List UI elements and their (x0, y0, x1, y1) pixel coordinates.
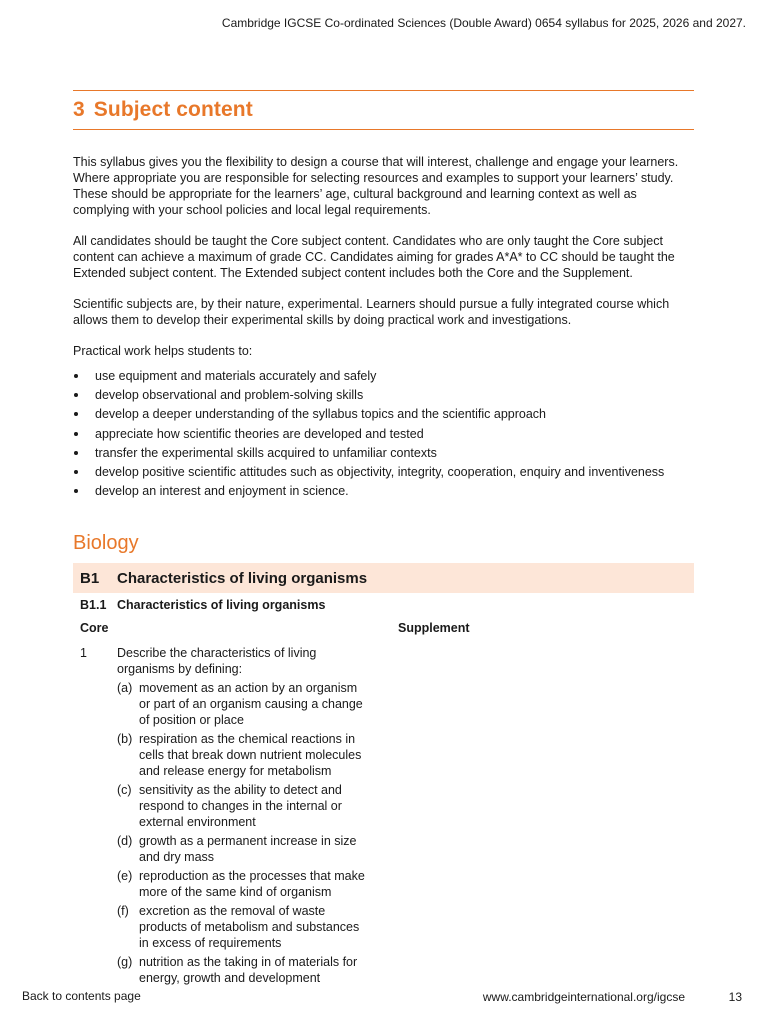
subitem-text: excretion as the removal of waste products of metabolism and substances in excess of requirements (139, 904, 360, 950)
intro-paragraph-4: Practical work helps students to: (73, 344, 253, 358)
topic-code: B1 (80, 569, 100, 587)
list-item (117, 782, 380, 830)
chapter-title (73, 98, 253, 122)
list-item: use equipment and materials accurately and safely (73, 368, 694, 384)
list-item: develop a deeper understanding of the syllabus topics and the scientific approach (73, 406, 694, 422)
subitem-label: (e) (117, 869, 133, 883)
list-item (117, 868, 380, 900)
subtopic-title: Characteristics of living organisms (117, 598, 326, 612)
website-link[interactable]: www.cambridgeinternational.org/igcse (482, 990, 685, 1004)
subitem-text: nutrition as the taking in of materials for energy, growth and development (139, 955, 358, 985)
list-item (117, 833, 380, 865)
back-to-contents-link[interactable]: Back to contents page (22, 989, 141, 1003)
chapter-number: 3 (73, 98, 85, 121)
chapter-title-text: Subject content (93, 98, 253, 121)
subitem-label: (c) (117, 783, 132, 797)
intro-paragraph-1: This syllabus gives you the flexibility to design a course that will interest, challenge and engage your learners. Where appropriate you are responsible for selecting resources and examples to support your learners’ study. These should be appropriate for the learners’ age, cultural background and learning context as well as complying with your school policies and local legal requirements. (73, 155, 679, 217)
list-item: develop an interest and enjoyment in science. (73, 483, 694, 499)
core-item (80, 645, 380, 989)
subtopic-heading (73, 598, 694, 612)
list-item (117, 954, 380, 986)
subitem-text: sensitivity as the ability to detect and respond to changes in the internal or external environment (139, 783, 342, 829)
subitem-label: (g) (117, 955, 133, 969)
list-item (117, 903, 380, 951)
subitem-text: reproduction as the processes that make more of the same kind of organism (139, 869, 365, 899)
core-item-stem: Describe the characteristics of living organisms by defining: (117, 646, 317, 676)
list-item: transfer the experimental skills acquired to unfamiliar contexts (73, 445, 694, 461)
subitem-text: movement as an action by an organism or part of an organism causing a change of position or place (139, 681, 363, 727)
intro-paragraph-3: Scientific subjects are, by their nature, experimental. Learners should pursue a fully integrated course which allows them to develop their experimental skills by doing practical work and investigations. (73, 297, 670, 327)
core-column-heading: Core (80, 621, 109, 635)
list-item: develop positive scientific attitudes such as objectivity, integrity, cooperation, enquiry and inventiveness (73, 464, 694, 480)
subitem-text: respiration as the chemical reactions in cells that break down nutrient molecules and release energy for metabolism (139, 732, 362, 778)
running-header: Cambridge IGCSE Co-ordinated Sciences (Double Award) 0654 syllabus for 2025, 2026 and 2027. (221, 16, 746, 30)
section-title: Biology (73, 532, 139, 554)
core-item-number: 1 (80, 646, 87, 660)
subtopic-code: B1.1 (80, 598, 107, 612)
core-subitems (117, 680, 380, 986)
topic-heading (73, 563, 694, 593)
practical-work-list (73, 368, 694, 499)
subitem-label: (f) (117, 904, 129, 918)
supplement-column-heading: Supplement (398, 621, 470, 635)
intro-content (73, 154, 694, 502)
intro-paragraph-2: All candidates should be taught the Core subject content. Candidates who are only taught the Core subject content can achieve a maximum of grade CC. Candidates aiming for grades A*A* to CC should be taught the Extended subject content. The Extended subject content includes both the Core and the Supplement. (73, 234, 675, 280)
subitem-text: growth as a permanent increase in size and dry mass (139, 834, 357, 864)
page-number: 13 (728, 990, 742, 1004)
list-item (117, 731, 380, 779)
subitem-label: (d) (117, 834, 133, 848)
list-item (117, 680, 380, 728)
subitem-label: (b) (117, 732, 133, 746)
list-item: develop observational and problem-solving skills (73, 387, 694, 403)
list-item: appreciate how scientific theories are developed and tested (73, 426, 694, 442)
subitem-label: (a) (117, 681, 133, 695)
chapter-heading (73, 90, 694, 130)
topic-title: Characteristics of living organisms (117, 569, 368, 587)
